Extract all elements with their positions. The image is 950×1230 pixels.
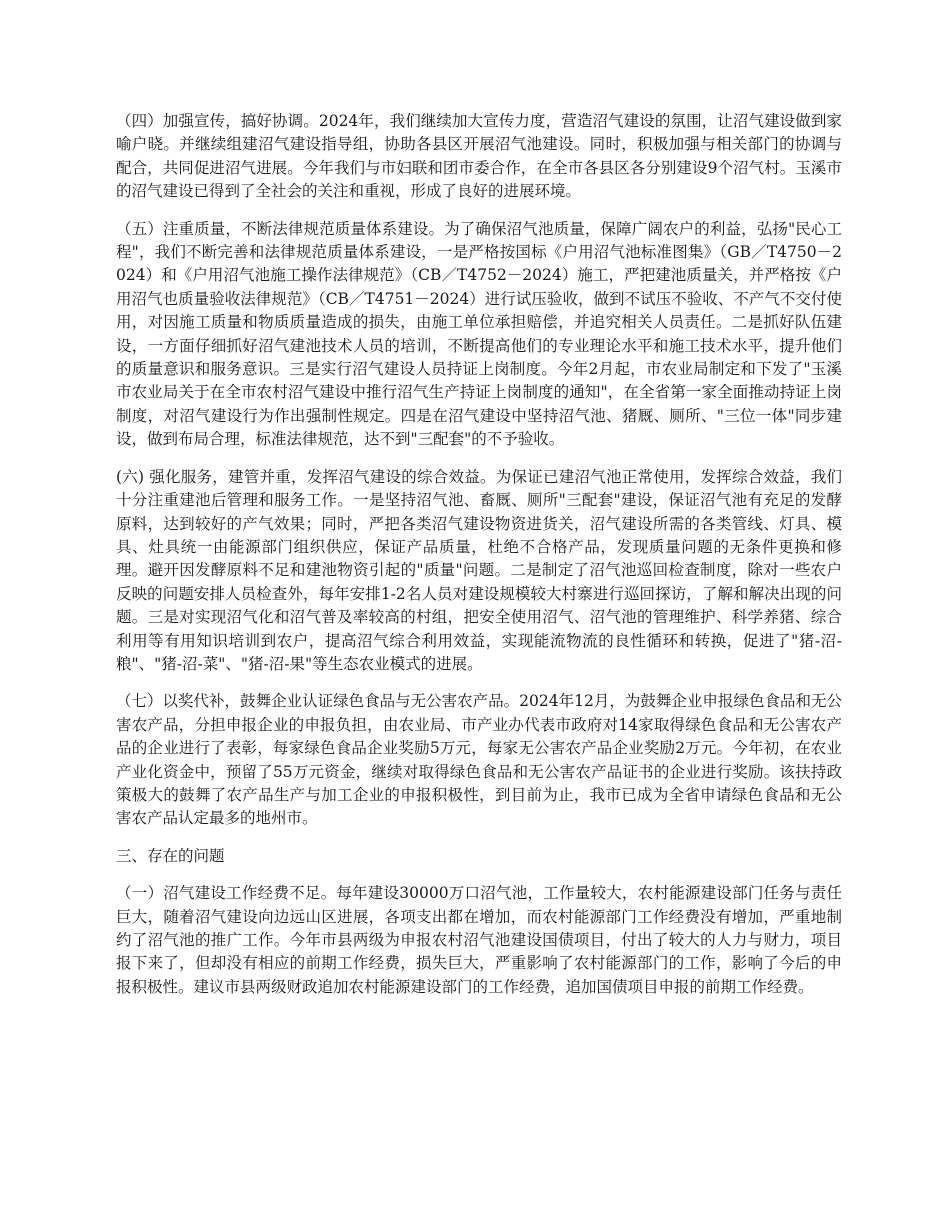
paragraph-publicity-coordination: （四）加强宣传，搞好协调。2024年，我们继续加大宣传力度，营造沼气建设的氛围，让沼气建设做到家喻户晓。并继续组建沼气建设指导组，协助各县区开展沼气池建设。同时，积极加强与相关部门的协调与配合，共同促进沼气进展。今年我们与市妇联和团市委合作，在全市各县区各分别建设9个沼气村。玉溪市的沼气建设已得到了全社会的关注和重视，形成了良好的进展环境。 — [116, 112, 842, 201]
paragraph-service-management: (六) 强化服务，建管并重，发挥沼气建设的综合效益。为保证已建沼气池正常使用，发挥综合效益，我们十分注重建池后管理和服务工作。一是坚持沼气池、畜厩、厕所"三配套"建设，保证沼气池有充足的发酵原料，达到较好的产气效果；同时，严把各类沼气建设物资进货关，沼气建设所需的各类管线、灯具、模具、灶具统一由能源部门组织供应，保证产品质量，杜绝不合格产品，发现质量问题的无条件更换和修理。避开因发酵原料不足和建池物资引起的"质量"问题。二是制定了沼气池巡回检查制度，除对一些农户反映的问题安排人员检查外，每年安排1-2名人员对建设规模较大村寨进行巡回探访，了解和解决出现的问题。三是对实现沼气化和沼气普及率较高的村组，把安全使用沼气、沼气池的管理维护、科学养猪、综合利用等有用知识培训到农户，提高沼气综合利用效益，实现能流物流的良性循环和转换，促进了"猪-沼-粮"、"猪-沼-菜"、"猪-沼-果"等生态农业模式的进展。 — [116, 467, 842, 673]
paragraph-subsidy-incentives: （七）以奖代补，鼓舞企业认证绿色食品与无公害农产品。2024年12月，为鼓舞企业申报绿色食品和无公害农产品，分担申报企业的申报负担，由农业局、市产业办代表市政府对14家取得绿色食品和无公害农产品的企业进行了表彰，每家绿色食品企业奖励5万元，每家无公害农产品企业奖励2万元。今年初，在农业产业化资金中，预留了55万元资金，继续对取得绿色食品和无公害农产品证书的企业进行奖励。该扶持政策极大的鼓舞了农产品生产与加工企业的申报积极性，到目前为止，我市已成为全省申请绿色食品和无公害农产品认定最多的地州市。 — [116, 692, 842, 828]
section-heading-existing-problems: 三、存在的问题 — [116, 846, 225, 865]
paragraph-quality-standards: （五）注重质量，不断法律规范质量体系建设。为了确保沼气池质量，保障广阔农户的利益，弘扬"民心工程"，我们不断完善和法律规范质量体系建设，一是严格按国标《户用沼气池标准图集》（GB／T4750－2024）和《户用沼气池施工操作法律规范》（CB／T4752－2024）施工，严把建池质量关，并严格按《户用沼气也质量验收法律规范》（CB／T4751－2024）进行试压验收，做到不试压不验收、不产气不交付使用，对因施工质量和物质质量造成的损失，由施工单位承担赔偿，并追究相关人员责任。二是抓好队伍建设，一方面仔细抓好沼气建池技术人员的培训，不断提高他们的专业理论水平和施工技术水平，提升他们的质量意识和服务意识。三是实行沼气建设人员持证上岗制度。今年2月起，市农业局制定和下发了"玉溪市农业局关于在全市农村沼气建设中推行沼气生产持证上岗制度的通知"，在全省第一家全面推动持证上岗制度，对沼气建设行为作出强制性规定。四是在沼气建设中坚持沼气池、猪厩、厕所、"三位一体"同步建设，做到布局合理，标准法律规范，达不到"三配套"的不予验收。 — [116, 219, 842, 449]
document-body — [116, 110, 842, 1013]
paragraph-funding-shortage: （一）沼气建设工作经费不足。每年建设30000万口沼气池，工作量较大，农村能源建设部门任务与责任巨大，随着沼气建设向边远山区进展，各项支出都在增加，而农村能源部门工作经费没有增加，严重地制约了沼气池的推广工作。今年市县两级为申报农村沼气池建设国债项目，付出了较大的人力与财力，项目报下来了，但却没有相应的前期工作经费，损失巨大，严重影响了农村能源部门的工作，影响了今后的申报积极性。建议市县两级财政追加农村能源建设部门的工作经费，追加国债项目申报的前期工作经费。 — [116, 884, 842, 996]
